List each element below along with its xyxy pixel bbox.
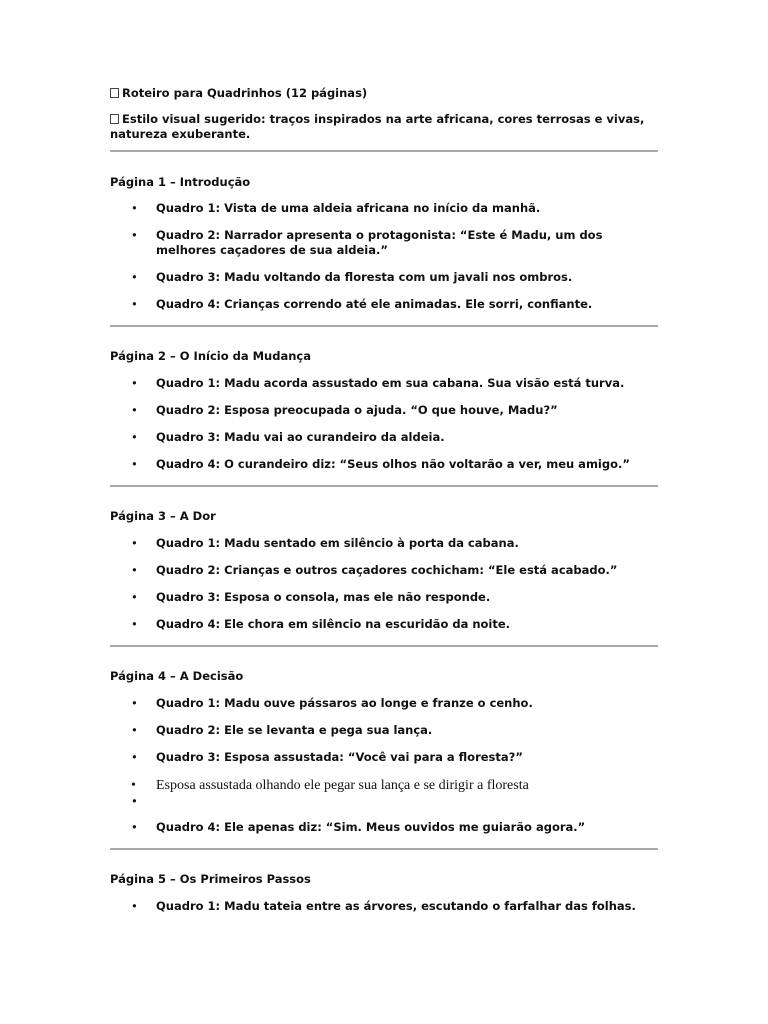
list-item: • Quadro 4: O curandeiro diz: “Seus olhos não voltarão a ver, meu amigo.” [110,457,658,472]
section-divider [110,645,658,647]
section-title: Página 4 – A Decisão [110,669,244,683]
panel-list [110,376,658,472]
section-divider [110,485,658,487]
missing-glyph-icon [110,88,119,98]
list-item: • Quadro 4: Ele chora em silêncio na escuridão da noite. [110,617,658,632]
missing-glyph-icon [110,114,119,124]
section-divider [110,325,658,327]
list-item: • Quadro 4: Ele apenas diz: “Sim. Meus ouvidos me guiarão agora.” [110,820,658,835]
section-title: Página 2 – O Início da Mudança [110,349,311,363]
list-item: • Quadro 1: Madu acorda assustado em sua cabana. Sua visão está turva. [110,376,658,391]
list-item: • Quadro 1: Madu tateia entre as árvores, escutando o farfalhar das folhas. [110,899,658,914]
list-item-line1: Quadro 2: Narrador apresenta o protagonista: “Este é Madu, um dos [156,228,603,242]
panel-list [110,201,658,312]
style-note-line2: natureza exuberante. [110,127,251,141]
section-title: Página 3 – A Dor [110,509,216,523]
list-item-empty [110,794,658,809]
panel-list [110,536,658,632]
document-title-text: Roteiro para Quadrinhos (12 páginas) [122,86,368,100]
list-item: • Esposa assustada olhando ele pegar sua lança e se dirigir a floresta [110,778,658,794]
section-divider [110,848,658,850]
section-title: Página 1 – Introdução [110,175,251,189]
list-item: • Quadro 1: Madu ouve pássaros ao longe e franze o cenho. [110,696,658,711]
list-item: • Quadro 2: Esposa preocupada o ajuda. “O que houve, Madu?” [110,403,658,418]
panel-list [110,696,658,835]
list-item [110,228,658,258]
section-title: Página 5 – Os Primeiros Passos [110,872,311,886]
style-note [110,112,658,142]
document-page [110,78,658,914]
list-item: • Quadro 2: Ele se levanta e pega sua lança. [110,723,658,738]
panel-list [110,899,658,914]
list-item: • Quadro 3: Madu vai ao curandeiro da aldeia. [110,430,658,445]
style-note-line1: Estilo visual sugerido: traços inspirados na arte africana, cores terrosas e vivas, [122,112,645,126]
list-item: • Quadro 1: Madu sentado em silêncio à porta da cabana. [110,536,658,551]
list-item: • Quadro 1: Vista de uma aldeia africana no início da manhã. [110,201,658,216]
list-item-line2: melhores caçadores de sua aldeia.” [156,243,388,257]
list-item: • Quadro 3: Esposa assustada: “Você vai para a floresta?” [110,750,658,765]
list-item: • Quadro 4: Crianças correndo até ele animadas. Ele sorri, confiante. [110,297,658,312]
list-item: • Quadro 3: Madu voltando da floresta com um javali nos ombros. [110,270,658,285]
section-divider [110,150,658,152]
document-title [110,86,658,101]
list-item: • Quadro 3: Esposa o consola, mas ele não responde. [110,590,658,605]
list-item: • Quadro 2: Crianças e outros caçadores cochicham: “Ele está acabado.” [110,563,658,578]
